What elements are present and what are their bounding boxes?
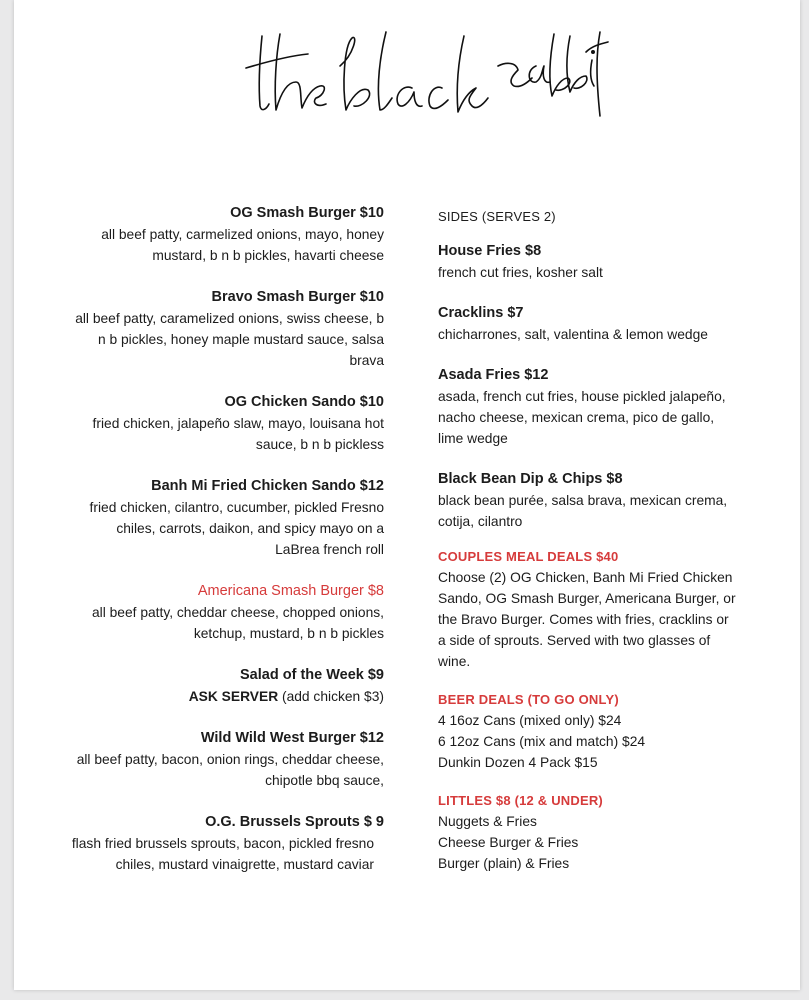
side-item <box>438 365 738 449</box>
main-menu-column <box>70 203 384 896</box>
side-item-title: Black Bean Dip & Chips $8 <box>438 471 623 487</box>
add-chicken-note: (add chicken $3) <box>278 689 384 704</box>
sides-deals-column <box>438 206 738 891</box>
menu-item-desc: all beef patty, carmelized onions, mayo, honey mustard, b n b pickles, havarti cheese <box>101 227 384 263</box>
menu-item-desc: all beef patty, caramelized onions, swiss cheese, b n b pickles, honey maple mustard sauce, salsa brava <box>75 311 384 368</box>
menu-item <box>70 392 384 455</box>
menu-item-desc: flash fried brussels sprouts, bacon, pickled fresno chiles, mustard vinaigrette, mustard caviar <box>71 836 374 872</box>
menu-item <box>70 476 384 560</box>
menu-item-title: OG Chicken Sando $10 <box>224 394 384 410</box>
couples-heading: COUPLES MEAL DEALS $40 <box>438 549 619 564</box>
couples-desc: Choose (2) OG Chicken, Banh Mi Fried Chicken Sando, OG Smash Burger, Americana Burger, or the Bravo Burger. Comes with fries, cracklins or a side of sprouts. Served with two glasses of wine. <box>438 570 736 669</box>
side-item-desc: asada, french cut fries, house pickled jalapeño, nacho cheese, mexican crema, pico de gallo, lime wedge <box>438 389 726 446</box>
couples-deal <box>438 546 738 672</box>
side-item-title: Asada Fries $12 <box>438 367 549 383</box>
side-item <box>438 469 738 532</box>
beer-line: Dunkin Dozen 4 Pack $15 <box>438 755 598 770</box>
script-logo-icon <box>236 26 616 121</box>
menu-item-desc <box>70 686 384 707</box>
menu-item-title: Wild Wild West Burger $12 <box>200 730 384 746</box>
side-item-desc: black bean purée, salsa brava, mexican crema, cotija, cilantro <box>438 493 728 529</box>
menu-item-desc: all beef patty, cheddar cheese, chopped onions, ketchup, mustard, b n b pickles <box>92 605 384 641</box>
menu-item-title: Salad of the Week $9 <box>240 667 384 683</box>
littles-menu <box>438 790 738 874</box>
menu-item-title: O.G. Brussels Sprouts $ 9 <box>205 814 384 830</box>
sides-heading: SIDES (SERVES 2) <box>438 209 556 224</box>
menu-item <box>70 812 384 875</box>
menu-item-featured <box>70 581 384 644</box>
menu-item-title: OG Smash Burger $10 <box>230 205 384 221</box>
littles-heading: LITTLES $8 (12 & UNDER) <box>438 793 603 808</box>
menu-item <box>70 728 384 791</box>
menu-item <box>70 665 384 707</box>
beer-line: 6 12oz Cans (mix and match) $24 <box>438 734 646 749</box>
side-item <box>438 241 738 283</box>
menu-item-title: Americana Smash Burger $8 <box>197 583 384 599</box>
side-item-desc: french cut fries, kosher salt <box>438 265 603 280</box>
ask-server-note: ASK SERVER <box>188 689 279 704</box>
side-item-title: Cracklins $7 <box>438 305 524 321</box>
beer-deals <box>438 689 738 773</box>
menu-item-desc: fried chicken, jalapeño slaw, mayo, louisana hot sauce, b n b pickless <box>92 416 384 452</box>
menu-item-desc: all beef patty, bacon, onion rings, cheddar cheese, chipotle bbq sauce, <box>76 752 384 788</box>
side-item-desc: chicharrones, salt, valentina & lemon wedge <box>438 327 708 342</box>
littles-line: Nuggets & Fries <box>438 814 537 829</box>
menu-item-title: Banh Mi Fried Chicken Sando $12 <box>151 478 384 494</box>
menu-item-title: Bravo Smash Burger $10 <box>211 289 384 305</box>
menu-item <box>70 287 384 371</box>
littles-line: Burger (plain) & Fries <box>438 856 570 871</box>
menu-item <box>70 203 384 266</box>
brand-logo <box>236 26 616 121</box>
beer-heading: BEER DEALS (TO GO ONLY) <box>438 692 619 707</box>
side-item-title: House Fries $8 <box>438 243 542 259</box>
menu-item-desc: fried chicken, cilantro, cucumber, pickled Fresno chiles, carrots, daikon, and spicy mayo on a LaBrea french roll <box>89 500 384 557</box>
beer-line: 4 16oz Cans (mixed only) $24 <box>438 713 622 728</box>
side-item <box>438 303 738 345</box>
menu-page <box>14 0 800 990</box>
littles-line: Cheese Burger & Fries <box>438 835 579 850</box>
